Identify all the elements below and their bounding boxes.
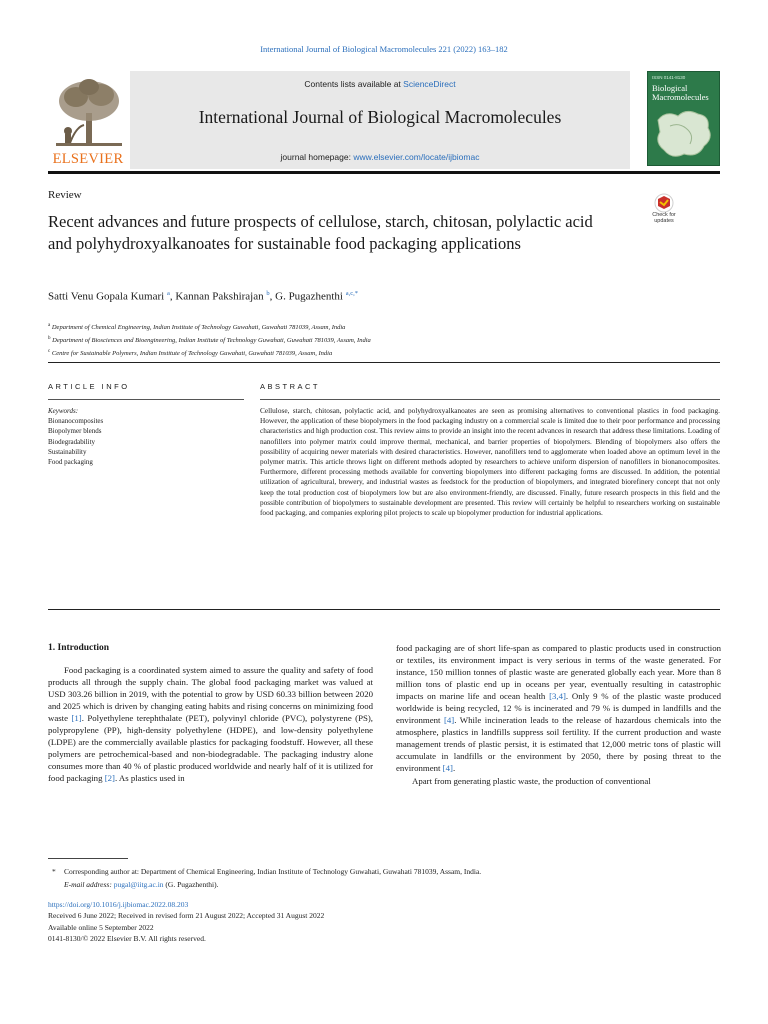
body-column-right	[396, 642, 721, 787]
publisher-wordmark: ELSEVIER	[52, 151, 124, 167]
citation-link[interactable]: [4]	[442, 763, 453, 774]
affiliation-list	[48, 320, 371, 359]
abstract-heading: ABSTRACT	[260, 382, 321, 391]
cover-title	[652, 84, 709, 102]
cover-title-line-2: Macromolecules	[652, 92, 709, 102]
footnote-rule	[48, 858, 128, 859]
journal-banner	[130, 71, 630, 169]
cover-issn: ISSN 0141-8130	[652, 75, 686, 80]
email-label: E-mail address:	[64, 880, 112, 889]
corresponding-author-footnote	[52, 865, 712, 891]
footnote-line	[52, 865, 712, 878]
author-affiliation-marker[interactable]: a	[166, 290, 170, 297]
footnote-marker: *	[52, 867, 56, 876]
citation-link[interactable]: [1]	[71, 713, 82, 724]
journal-header	[48, 71, 720, 169]
keyword-item: Sustainability	[48, 447, 87, 456]
homepage-link[interactable]: www.elsevier.com/locate/ijbiomac	[353, 152, 480, 162]
section-divider	[48, 609, 720, 610]
keyword-item: Food packaging	[48, 458, 93, 467]
body-text: . Polyethylene terephthalate (PET), polyvinyl chloride (PVC), polystyrene (PS), polypropylene (PP), high-density polyethylene (HDPE), and low-density polyethylene (LDPE) are the commercially available plastics for packaging foodstuff. However, all these polymers are petrochemical-based and non-biodegradable. The packaging industry alone consumes more than 40 % of plastic produced worldwide and nearly half of it is utilized for food packaging	[48, 713, 373, 784]
affiliation-marker: a	[48, 323, 51, 328]
body-paragraph: Apart from generating plastic waste, the production of conventional	[412, 775, 651, 786]
keyword-list	[48, 406, 103, 467]
author-affiliation-marker[interactable]: a,c,*	[345, 290, 358, 297]
body-text: Food packaging is a coordinated system aimed to assure the quality and safety of food products all through the supply chain. The global food packaging market was valued at USD 303.26 billion in 2019, with the potential to grow by USD 60.33 billion between 2020 and 2025 which is driven by changing eating habits and rising concerns on minimizing food waste	[48, 665, 373, 724]
journal-cover[interactable]	[647, 71, 720, 166]
keyword-item: Bionanocomposites	[48, 417, 104, 426]
body-paragraph	[396, 642, 721, 775]
body-text: .	[452, 763, 456, 774]
sciencedirect-link[interactable]: ScienceDirect	[403, 79, 456, 89]
body-column-left	[48, 642, 373, 785]
author-name[interactable]: G. Pugazhenthi	[275, 290, 343, 303]
affiliation-text: Department of Chemical Engineering, Indian Institute of Technology Guwahati, Guwahati 781039, Assam, India	[51, 324, 346, 332]
author-name[interactable]: Kannan Pakshirajan	[175, 290, 264, 303]
section-divider	[48, 362, 720, 363]
article-info-heading: ARTICLE INFO	[48, 382, 130, 391]
check-label-line-2: updates	[654, 218, 674, 224]
cover-map-icon	[652, 106, 716, 162]
affiliation-item	[48, 346, 371, 359]
elsevier-logo[interactable]	[48, 71, 128, 169]
publication-info	[48, 899, 324, 945]
affiliation-marker: b	[48, 336, 51, 342]
header-rule	[48, 171, 720, 174]
journal-reference[interactable]: International Journal of Biological Macromolecules 221 (2022) 163–182	[260, 44, 508, 54]
copyright: 0141-8130/© 2022 Elsevier B.V. All rights reserved.	[48, 934, 206, 944]
citation-link[interactable]: [2]	[104, 773, 115, 784]
homepage-prefix: journal homepage:	[280, 152, 354, 162]
elsevier-tree-icon	[56, 77, 122, 147]
affiliation-item	[48, 320, 371, 333]
author-list: Satti Venu Gopala Kumari $^a$, Kannan Pakshirajan $^b$, G. Pugazhenthi $^{a,c,*}$	[48, 290, 358, 303]
article-info-rule	[48, 399, 244, 400]
doi-link[interactable]: https://doi.org/10.1016/j.ijbiomac.2022.08.203	[48, 900, 189, 909]
body-text: . Only 9 % of the plastic waste produced worldwide is being recycled, 12 % is incinerated and 79 % is dumped in landfills and the environment	[396, 691, 721, 726]
abstract-rule	[260, 399, 720, 400]
online-date: Available online 5 September 2022	[48, 922, 154, 932]
author-name[interactable]: Satti Venu Gopala Kumari	[48, 290, 165, 303]
affiliation-marker: c	[48, 349, 51, 355]
corresponding-author-text: Corresponding author at: Department of Chemical Engineering, Indian Institute of Technology Guwahati, Guwahati 781039, Assam, India.	[64, 867, 482, 876]
affiliation-text: Centre for Sustainable Polymers, Indian Institute of Technology Guwahati, Guwahati 781039, Assam, India	[51, 350, 333, 358]
body-text: . While incineration leads to the release of hazardous chemicals into the atmosphere, plastics in landfills suppress soil fertility. If the current production and waste management trends of plastic persist, it is estimated that 12,000 metric tons of plastic will accumulate in landfills or the environment by 2050, there by posing threat to the environment	[396, 715, 721, 774]
keyword-item: Biopolymer blends	[48, 427, 102, 436]
keyword-item: Biodegradability	[48, 437, 96, 446]
check-label-line-1: Check for	[652, 212, 676, 218]
body-text: . As plastics used in	[114, 773, 185, 784]
body-text: food packaging are of short life-span as compared to plastic products used in construction or textiles, its environment impact is very serious in terms of the waste generated. For instance, 150 million tonnes of plastic waste are generated globally each year. More than 8 million tons of plastic end up in oceans per year, eventually resulting in catastrophic impacts on marine life and ocean health	[396, 643, 721, 702]
body-paragraph	[48, 664, 373, 784]
article-type: Review	[48, 189, 82, 201]
abstract-text: Cellulose, starch, chitosan, polylactic acid, and polyhydroxyalkanoates are seen as promising alternatives to conventional plastics in food packaging. However, the application of these biopolymers in the food packaging industry on a commercial scale is limited due to their poor performance and processing characteristics and high production cost. This review aims to provide an insight into the recent advances in research that address these limitations. Loading of nanofillers into polymer matrix could improve thermal, mechanical, and barrier properties of biopolymers. Blending of biopolymers also offers the possibility of acquiring newer materials with desired characteristics. However, nanofillers tend to agglomerate when loaded above an optimum level in the polymer matrix. This article throws light on different methods adopted by researchers to achieve uniform dispersion of nanofillers in bionanocomposites. Furthermore, different processing methods available for converting biopolymers into different packaging forms are discussed. In addition, the potential utilization of agricultural, brewery, and industrial wastes as feedstock for the production of biopolymers, and integrated biorefinery concept that not only keep the total production cost of biopolymers low but are also environment-friendly, are discussed. Finally, future research prospects in this field and the possible contribution of biopolymers to sustainable development are presented. This review will certainly be helpful to researchers working on sustainable food packaging, and companies exploring pilot projects to scale up biopolymer production for industrial applications.	[260, 406, 720, 518]
affiliation-item	[48, 333, 371, 346]
email-link[interactable]: pugal@iitg.ac.in	[113, 880, 164, 889]
affiliation-text: Department of Biosciences and Bioengineering, Indian Institute of Technology Guwahati, Guwahati 781039, Assam, India	[52, 337, 371, 345]
cover-title-line-1: Biological	[652, 83, 688, 93]
author-affiliation-marker[interactable]: b	[266, 290, 270, 297]
contents-line	[130, 79, 630, 89]
contents-prefix: Contents lists available at	[304, 79, 404, 89]
citation-link[interactable]: [4]	[443, 715, 455, 726]
journal-title: International Journal of Biological Macromolecules	[198, 107, 562, 127]
received-dates: Received 6 June 2022; Received in revised form 21 August 2022; Accepted 31 August 2022	[48, 911, 325, 921]
footnote-line	[52, 878, 712, 891]
citation-link[interactable]: [3,4]	[549, 691, 566, 702]
email-suffix: (G. Pugazhenthi).	[163, 880, 219, 889]
section-heading: 1. Introduction	[48, 643, 110, 653]
homepage-line	[130, 152, 630, 162]
article-title: Recent advances and future prospects of cellulose, starch, chitosan, polylactic acid and polyhydroxyalkanoates for sustainable food packaging applications	[48, 212, 593, 253]
keywords-label: Keywords:	[48, 407, 79, 415]
check-for-updates-label[interactable]	[646, 212, 682, 224]
